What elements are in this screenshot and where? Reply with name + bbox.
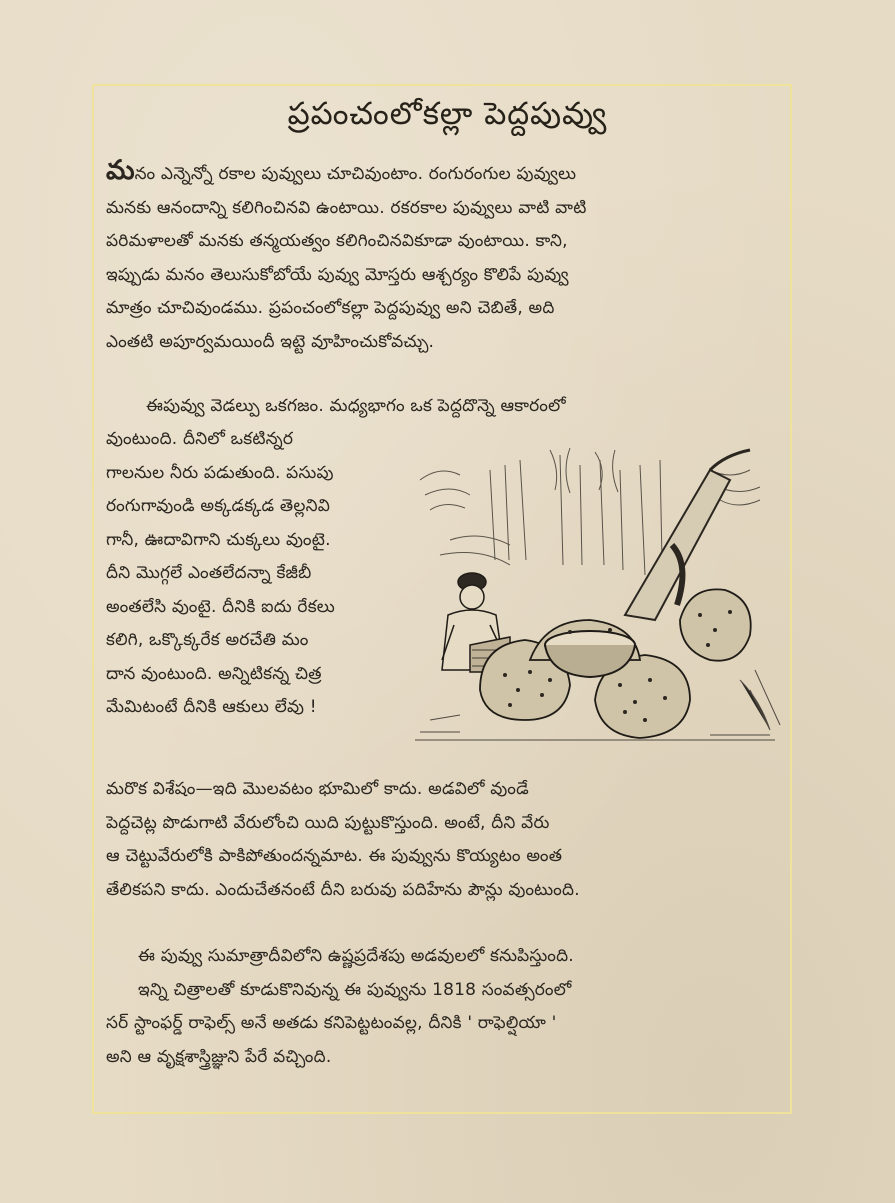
paragraph-root-fact	[106, 773, 776, 907]
text-line: ఇప్పుడు మనం తెలుసుకోబోయే పువ్వు మోస్తరు ఆశ్చర్యం కొలిపే పువ్వు	[106, 264, 569, 285]
paragraph-intro	[106, 154, 776, 359]
paragraph-size-intro	[106, 390, 776, 424]
text-line: పరిమళాలతో మనకు తన్మయత్వం కలిగించినవికూడా వుంటాయి. కాని,	[106, 231, 568, 251]
text-line: మనం ఎన్నెన్నో రకాల పువ్వులు చూచివుంటాం. రంగురంగుల పువ్వులు	[106, 155, 577, 186]
text-line: మరొక విశేషం—ఇది మొలవటం భూమిలో కాదు. అడవిలో వుండే	[106, 779, 529, 799]
text-line: దీని మొగ్గలే ఎంతలేదన్నా కేజీబీ	[106, 563, 312, 583]
page-title: ప్రపంచంలోకల్లా పెద్దపువ్వు	[287, 96, 608, 132]
text-line: మనకు ఆనందాన్ని కలిగించినవి ఉంటాయి. రకరకాల పువ్వులు వాటి వాటి	[106, 197, 587, 218]
text-line: అంతలేసి వుంటై. దీనికి ఐదు రేకలు	[106, 596, 335, 617]
text-line: ఈ పువ్వు సుమాత్రాదీవిలోని ఉష్ణప్రదేశపు అడవులలో కనుపిస్తుంది.	[138, 946, 574, 966]
text-line: దాన వుంటుంది. అన్నిటికన్న చిత్ర	[106, 663, 322, 684]
text-line: ఈపువ్వు వెడల్పు ఒకగజం. మధ్యభాగం ఒక పెద్దదొన్నె ఆకారంలో	[146, 396, 566, 416]
rafflesia-flower-illustration	[410, 440, 785, 755]
text-line: ఎంతటి అపూర్వమయిందీ ఇట్టె వూహించుకోవచ్చు.	[106, 331, 435, 352]
text-line: పెద్దచెట్ల పొడుగాటి వేరులోంచి యిది పుట్టుకొస్తుంది. అంటే, దీని వేరు	[106, 812, 550, 833]
text-line: రంగుగావుండి అక్కడక్కడ తెల్లనివి	[106, 496, 331, 516]
text-line: మాత్రం చూచివుండము. ప్రపంచంలోకల్లా పెద్దపువ్వు అని చెబితే, అది	[106, 298, 555, 318]
text-line: ఆ చెట్టువేరులోకి పాకిపోతుందన్నమాట. ఈ పువ్వును కొయ్యటం అంత	[106, 846, 563, 866]
paragraph-side-text	[106, 423, 410, 725]
text-line: ఇన్ని చిత్రాలతో కూడుకొనివున్న ఈ పువ్వును 1818 సంవత్సరంలో	[138, 979, 572, 1000]
text-line: అని ఆ వృక్షశాస్త్రిజ్ఞుని పేరే వచ్చింది.	[106, 1046, 332, 1067]
text-line: తేలికపని కాదు. ఎందుచేతనంటే దీని బరువు పదిహేను పౌన్లు వుంటుంది.	[106, 879, 580, 900]
drop-cap: మ	[106, 155, 135, 186]
text-line: కలిగి, ఒక్కొక్కరేక అరచేతి మం	[106, 630, 309, 650]
text-line: మేమిటంటే దీనికి ఆకులు లేవు !	[106, 697, 317, 717]
paragraph-discovery	[106, 940, 776, 1074]
text-line: గాలనుల నీరు పడుతుంది. పసుపు	[106, 462, 334, 483]
text-line: వుంటుంది. దీనిలో ఒకటిన్నర	[106, 429, 294, 449]
text-line: గానీ, ఊదావిగాని చుక్కలు వుంటై.	[106, 529, 331, 550]
text-line: సర్ స్టాంఫర్డ్ రాఫెల్స్ అనే అతడు కనిపెట్టటంవల్ల, దీనికి ' రాఫెల్షియా '	[106, 1013, 557, 1033]
